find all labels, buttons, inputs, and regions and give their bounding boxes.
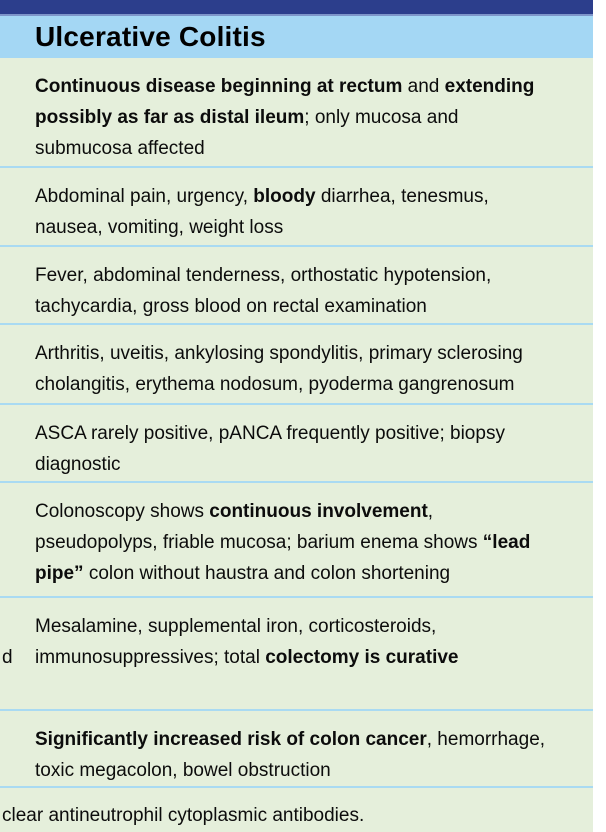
table-row — [0, 598, 593, 711]
table-row-line: Fever, abdominal tenderness, orthostatic hypotension, — [35, 265, 492, 286]
footnote-text: clear antineutrophil cytoplasmic antibodies. — [2, 805, 365, 826]
table-row-line: possibly as far as distal ileum; only mucosa and — [35, 107, 459, 128]
column-title: Ulcerative Colitis — [35, 21, 266, 52]
table-row-line: ASCA rarely positive, pANCA frequently positive; biopsy — [35, 423, 505, 444]
table-row-line: submucosa affected — [35, 138, 205, 159]
table-top-border — [0, 0, 593, 16]
table-row — [0, 58, 593, 168]
table-row — [0, 711, 593, 788]
table-row-line: immunosuppressives; total colectomy is curative — [35, 647, 459, 668]
table-row-line: pipe” colon without haustra and colon shortening — [35, 563, 451, 584]
table-row-line: pseudopolyps, friable mucosa; barium enema shows “lead — [35, 532, 531, 553]
rows-container — [0, 58, 593, 788]
table-row-line: Significantly increased risk of colon cancer, hemorrhage, — [35, 729, 546, 750]
table-row — [0, 325, 593, 405]
table-row-line: diagnostic — [35, 454, 121, 475]
table-row-line: nausea, vomiting, weight loss — [35, 217, 284, 238]
table-row-line: Continuous disease beginning at rectum and extending — [35, 76, 535, 97]
table-row-line: toxic megacolon, bowel obstruction — [35, 760, 331, 781]
column-header — [0, 16, 593, 58]
table-row — [0, 483, 593, 598]
table-row-line: Abdominal pain, urgency, bloody diarrhea, tenesmus, — [35, 186, 489, 207]
table-row — [0, 168, 593, 247]
table-row-line: Mesalamine, supplemental iron, corticosteroids, — [35, 616, 437, 637]
footnote-row — [0, 788, 593, 832]
table-row — [0, 247, 593, 325]
table-row-line: Colonoscopy shows continuous involvement, — [35, 501, 434, 522]
adjacent-column-cutoff-text: d — [2, 647, 13, 668]
table-row — [0, 405, 593, 483]
table-row-line: cholangitis, erythema nodosum, pyoderma gangrenosum — [35, 374, 515, 395]
table-row-line: tachycardia, gross blood on rectal examination — [35, 296, 427, 317]
table-row-line: Arthritis, uveitis, ankylosing spondylitis, primary sclerosing — [35, 343, 523, 364]
